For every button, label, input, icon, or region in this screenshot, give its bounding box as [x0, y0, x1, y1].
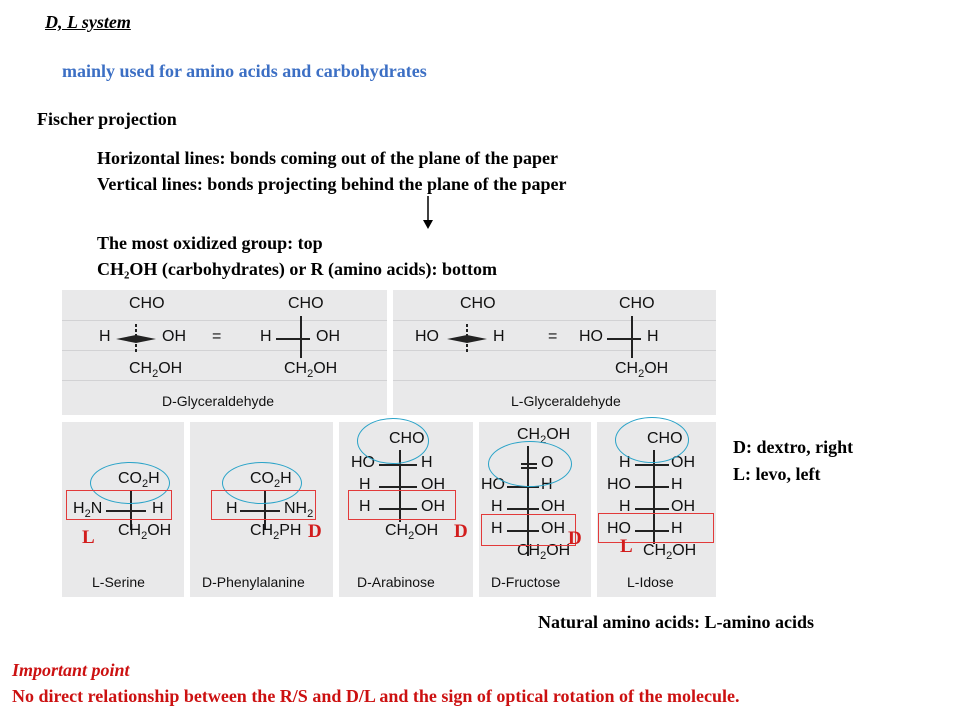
arabinose-marker: D	[454, 521, 468, 542]
fructose-marker: D	[568, 528, 582, 549]
oxidized-group-oval	[615, 417, 689, 463]
panel-l-glyceraldehyde: CHO HO H = CHO HO H $CH_2OH$ L-Glyceraldehyde	[393, 290, 716, 415]
chiral-center-box	[481, 514, 576, 546]
chiral-center-box	[211, 490, 316, 520]
label-fructose: D-Fructose	[491, 574, 561, 590]
chiral-center-box	[598, 513, 714, 543]
panel-serine: $CO_2H$ $H_2N$ H $CH_2OH$ L-Serine	[62, 422, 184, 597]
idose-marker: L	[620, 536, 633, 557]
serine-marker: L	[82, 527, 95, 548]
fischer-title: Fischer projection	[37, 109, 177, 129]
important-text: No direct relationship between the R/S and D/L and the sign of optical rotation of the molecule.	[12, 686, 740, 706]
page-title: D, L system	[45, 12, 131, 32]
phenylalanine-marker: D	[308, 521, 322, 542]
oxidized-rule: The most oxidized group: top	[97, 233, 323, 253]
panel-fructose: $CH_2OH$ O HO H H OH H OH $CH_2OH$ D-Fructose	[479, 422, 591, 597]
wedge-bond-icon	[445, 324, 495, 354]
legend-d: D: dextro, right	[733, 437, 854, 457]
label-d-glyceraldehyde: D-Glyceraldehyde	[162, 393, 275, 409]
natural-amino-acids-note: Natural amino acids: L-amino acids	[538, 612, 815, 632]
horizontal-lines-rule: Horizontal lines: bonds coming out of the plane of the paper	[97, 148, 559, 168]
oxidized-group-oval	[357, 418, 429, 464]
panel-idose: CHO H OH HO H H OH HO H $CH_2OH$ L-Idose	[597, 422, 716, 597]
vertical-lines-rule: Vertical lines: bonds projecting behind the plane of the paper	[97, 174, 567, 194]
panel-arabinose: CHO HO H H OH H OH $CH_2OH$ D-Arabinose	[339, 422, 473, 597]
down-arrow-icon	[420, 196, 436, 230]
oxidized-group-oval	[488, 441, 572, 487]
chiral-center-box	[66, 490, 172, 520]
wedge-bond-icon	[114, 324, 164, 354]
panel-phenylalanine: $CO_2H$ H $NH_2$ $CH_2PH$ D-Phenylalanine	[190, 422, 333, 597]
label-serine: L-Serine	[92, 574, 145, 590]
label-idose: L-Idose	[627, 574, 674, 590]
important-title: Important point	[12, 660, 130, 680]
bottom-rule: CH₂OH (carbohydrates) or R (amino acids): bottom	[97, 259, 498, 279]
label-phenylalanine: D-Phenylalanine	[202, 574, 305, 590]
label-arabinose: D-Arabinose	[357, 574, 435, 590]
subtitle: mainly used for amino acids and carbohydrates	[62, 61, 427, 81]
legend-l: L: levo, left	[733, 464, 821, 484]
panel-d-glyceraldehyde: CHO H OH $CH_2OH$ = CHO H OH $CH_2OH$ D-Glyceraldehyde	[62, 290, 387, 415]
chiral-center-box	[348, 490, 456, 520]
label-l-glyceraldehyde: L-Glyceraldehyde	[511, 393, 621, 409]
